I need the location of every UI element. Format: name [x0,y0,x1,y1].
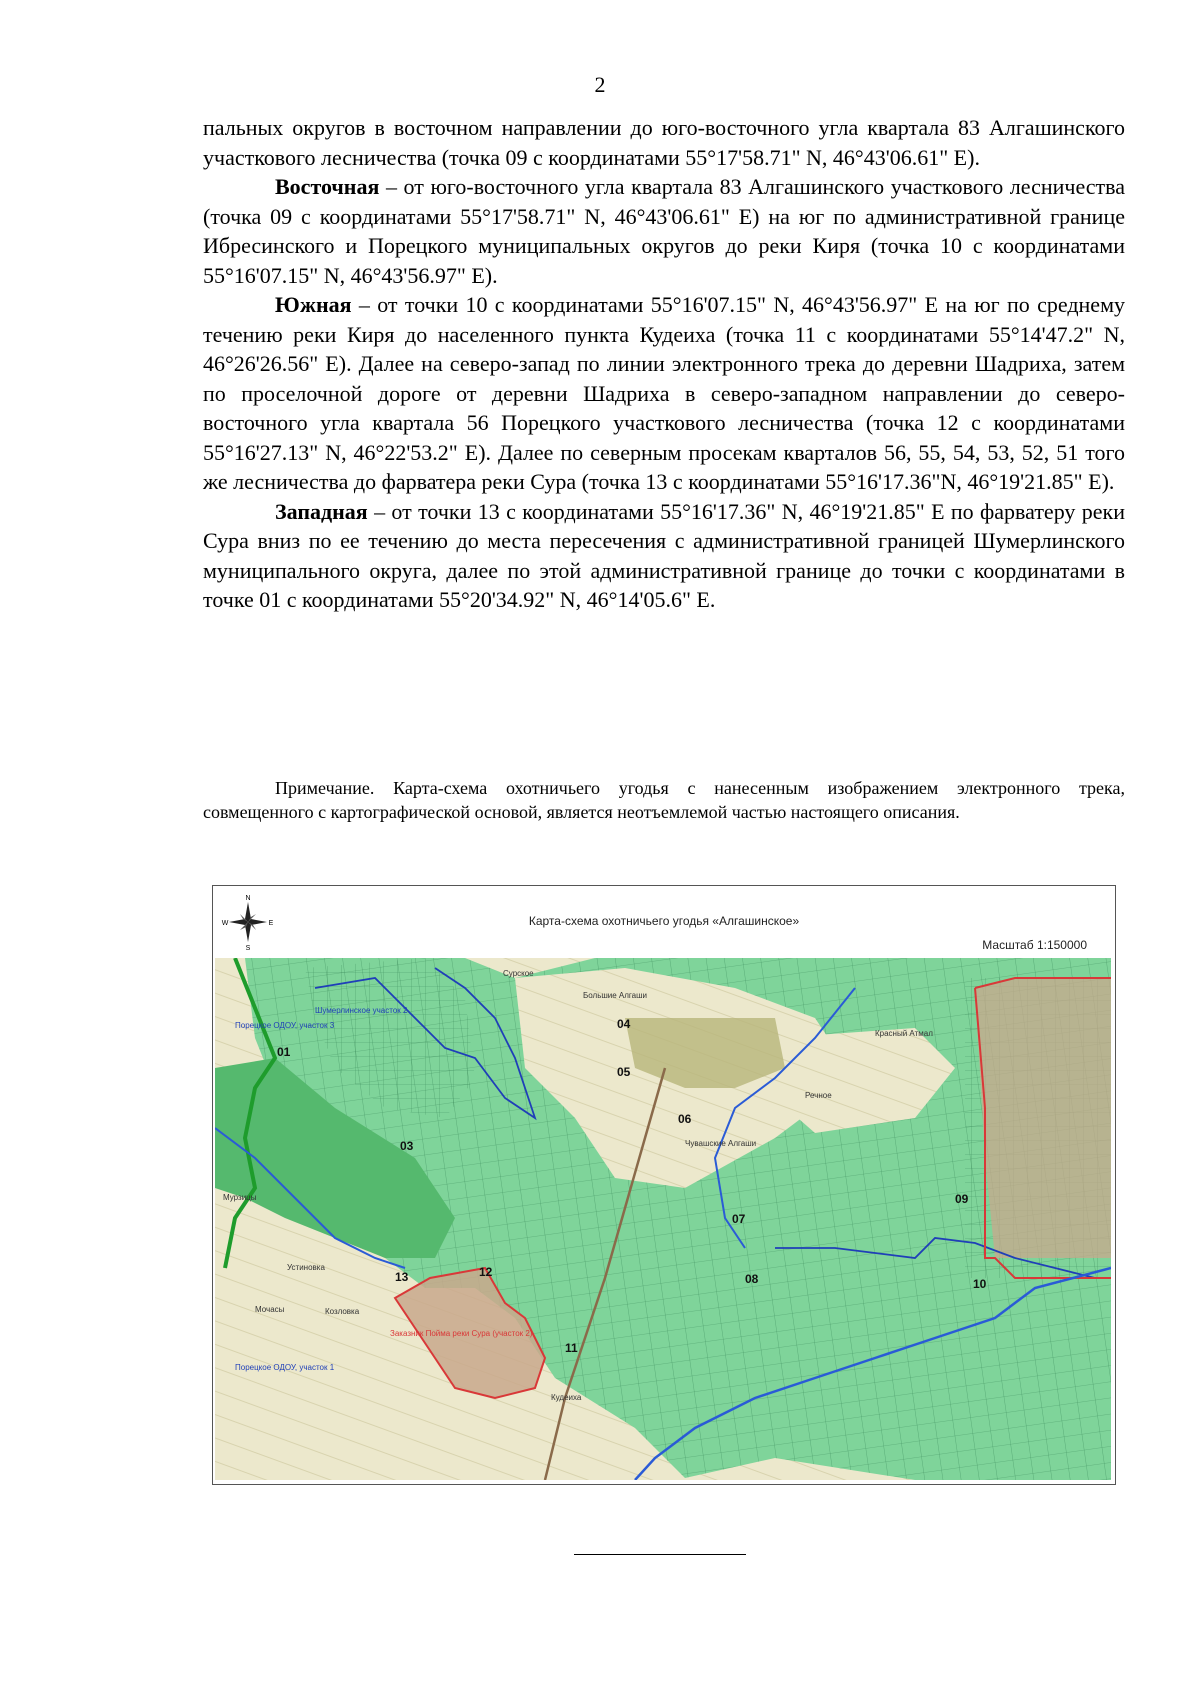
east-heading: Восточная [275,174,380,199]
map-figure [212,885,1116,1485]
paragraph-east [203,172,1125,290]
map-point-04: 04 [617,1017,631,1031]
place-muzyary: Мурзицы [223,1193,257,1202]
place-surskoe: Сурское [503,969,534,978]
map-canvas [215,958,1111,1480]
map-svg [215,958,1111,1480]
page-number: 2 [594,72,606,97]
map-point-08: 08 [745,1272,759,1286]
place-bolshie-algashi: Большие Алгаши [583,991,647,1000]
map-point-09: 09 [955,1192,969,1206]
place-rechnoe: Речное [805,1091,832,1100]
map-point-07: 07 [732,1212,746,1226]
place-mochasy: Мочасы [255,1305,285,1314]
document-body [203,113,1125,615]
map-point-10: 10 [973,1277,987,1291]
place-kozlovka: Козловка [325,1307,360,1316]
west-text: – от точки 13 с координатами 55°16'17.36" N, 46°19'21.85" E по фарватеру реки Сура вниз по ее течению до места пересечения с административной границей Шумерлинского муниципального округа, далее по этой административной границе до точки с координатами в точке 01 с координатами 55°20'34.92" N, 46°14'05.6" E. [203,498,1125,612]
place-krasny-atmal: Красный Атмал [875,1029,933,1038]
map-point-13: 13 [395,1270,409,1284]
area-zakaznik: Заказник Пойма реки Сура (участок 2) [390,1329,533,1338]
map-point-06: 06 [678,1112,692,1126]
map-header [213,886,1115,958]
footer-divider [574,1554,746,1555]
note: Примечание. Карта-схема охотничьего угодья с нанесенным изображением электронного трека, совмещенного с картографической основой, является неотъемлемой частью настоящего описания. [203,778,1125,822]
compass-n: N [245,895,251,902]
protected-area-east [975,978,1111,1258]
map-point-12: 12 [479,1265,493,1279]
south-heading: Южная [275,292,352,317]
east-text: – от юго-восточного угла квартала 83 Алгашинского участкового лесничества (точка 09 с координатами 55°17'58.71" N, 46°43'06.61" E) на юг по административной границе Ибресинского и Порецкого муниципальных округов до реки Киря (точка 10 с координатами 55°16'07.15" N, 46°43'56.97" E). [203,174,1125,288]
compass-e: E [268,920,274,927]
map-scale: Масштаб 1:150000 [982,938,1087,952]
area-poretskoe-3: Порецкое ОДОУ, участок 3 [235,1021,335,1030]
place-kudeikha: Кудеиха [551,1393,582,1402]
compass-s: S [245,945,251,952]
paragraph-west [203,497,1125,615]
paragraph-south [203,290,1125,497]
map-point-11: 11 [565,1341,578,1355]
area-poretskoe-1: Порецкое ОДОУ, участок 1 [235,1363,335,1372]
place-chuvashskie-algashi: Чувашские Алгаши [685,1139,757,1148]
map-title: Карта-схема охотничьего угодья «Алгашинское» [528,914,800,928]
paragraph-north-end: пальных округов в восточном направлении до юго-восточного угла квартала 83 Алгашинского участкового лесничества (точка 09 с координатами 55°17'58.71" N, 46°43'06.61" E). [203,115,1125,170]
map-point-03: 03 [400,1139,414,1153]
map-point-01: 01 [277,1045,291,1059]
place-ustinovka: Устиновка [287,1263,325,1272]
area-shumerlinskoe: Шумерлинское участок 2 [315,1006,408,1015]
west-heading: Западная [275,498,368,524]
south-text: – от точки 10 с координатами 55°16'07.15" N, 46°43'56.97" E на юг по среднему течению реки Киря до населенного пункта Кудеиха (точка 11 с координатами 55°14'47.2" N, 46°26'26.56" E). Далее на северо-запад по линии электронного трека до деревни Шадриха, затем по проселочной дороге от деревни Шадриха в северо-западном направлении до северо-восточного угла квартала 56 Порецкого участкового лесничества (точка 12 с координатами 55°16'27.13" N, 46°22'53.2" E). Далее по северным просекам кварталов 56, 55, 54, 53, 52, 51 того же лесничества до фарватера реки Сура (точка 13 с координатами 55°16'17.36"N, 46°19'21.85" E). [203,292,1125,494]
map-point-05: 05 [617,1065,631,1079]
compass-w: W [221,920,229,927]
